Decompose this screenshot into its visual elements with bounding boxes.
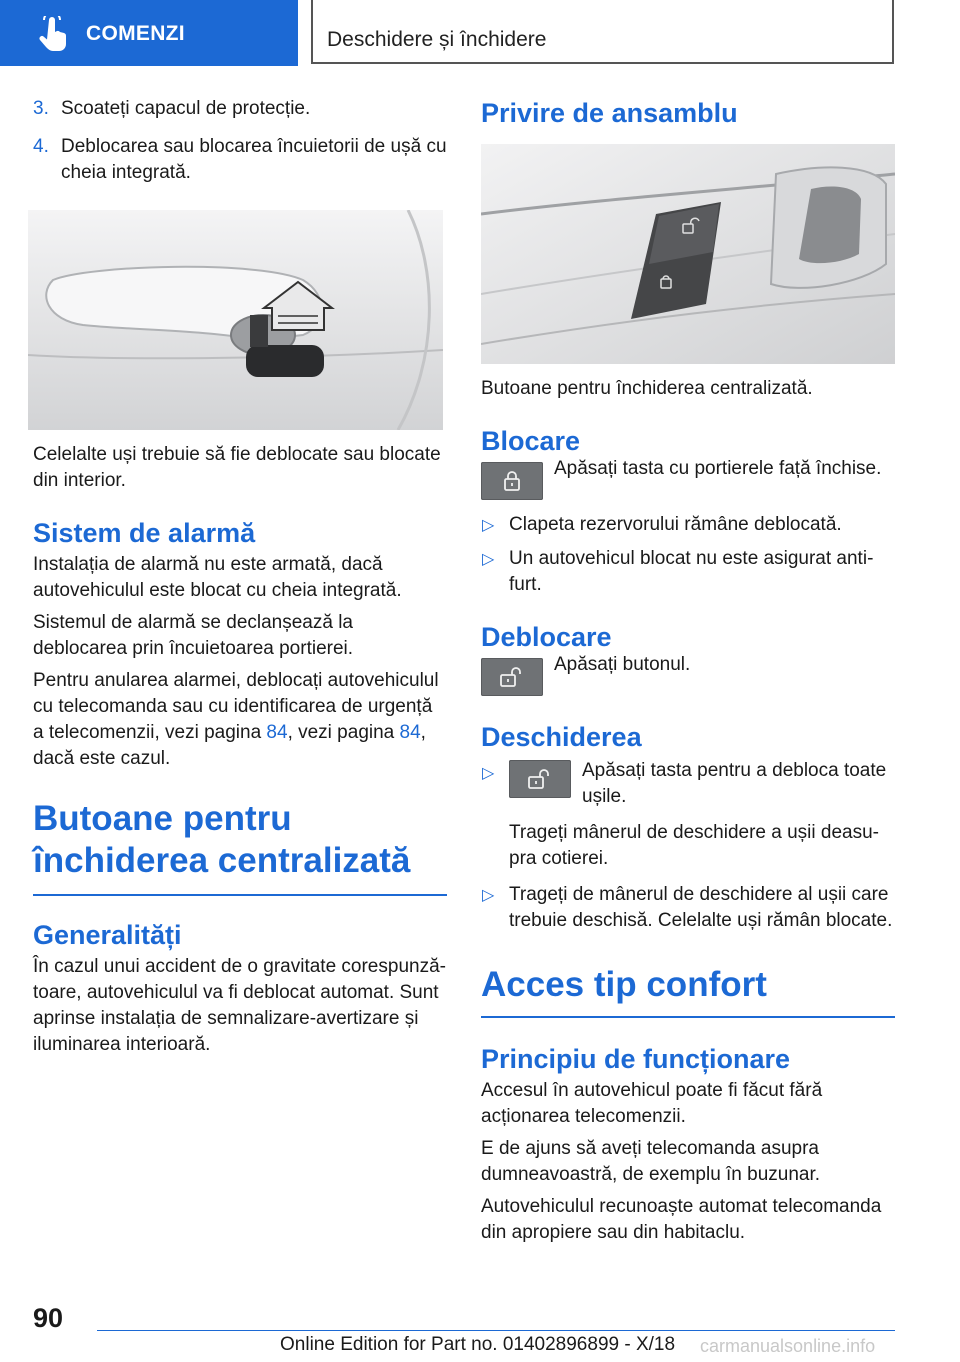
paragraph-principle-2: E de ajuns să aveți telecomanda asupra dumneavoastră, de exemplu în buzunar.	[481, 1138, 821, 1185]
section-title: Deschidere și închidere	[327, 28, 547, 51]
caption-central-locking: Butoane pentru închiderea centralizată.	[481, 378, 813, 399]
paragraph-principle-3: Autovehiculul recunoaște automat telecomanda din apropiere sau din habitaclu.	[481, 1196, 882, 1243]
paragraph-principle-1: Accesul în autovehicul poate fi făcut fără acționarea telecomenzii.	[481, 1080, 823, 1127]
chapter-tab[interactable]	[0, 0, 298, 66]
step-3: 3. Scoateți capacul de protecție.	[33, 98, 311, 119]
door-handle-key-image	[28, 210, 443, 430]
open-bullet-1-more: Trageți mânerul de deschidere a ușii deasupra cotierei.	[509, 822, 879, 869]
watermark: carmanualsonline.info	[700, 1336, 876, 1356]
triangle-bullet-icon: ▷	[482, 887, 495, 904]
open-bullet-1: ▷ Apăsați tasta pentru a debloca toate ușile. Trageți mânerul de deschidere a ușii deasupra cotierei.	[481, 760, 895, 872]
heading-principle: Principiu de funcționare	[481, 1044, 791, 1074]
footer-edition: Online Edition for Part no. 01402896899 - X/18	[280, 1334, 676, 1355]
paragraph-other-doors: Celelalte uși trebuie să fie deblocate sau blocate din interior.	[33, 444, 441, 491]
lock-bullet-2: ▷ Un autovehicul blocat nu este asigurat antifurt.	[482, 548, 874, 595]
padlock-open-icon	[481, 658, 543, 696]
lock-instruction: Apăsați tasta cu portierele față închise.	[481, 462, 895, 500]
heading-opening: Deschiderea	[481, 722, 642, 752]
heading-rule	[481, 1016, 895, 1018]
heading-comfort-access: Acces tip confort	[481, 965, 767, 1004]
touch-hand-icon	[38, 16, 70, 57]
lock-button-image	[481, 462, 543, 500]
paragraph-general: În cazul unui accident de o gravitate corespunzătoare, autovehiculul va fi deblocat automat. Sunt aprinse instalația de semnalizare-avertizare și iluminarea interioară.	[33, 956, 446, 1055]
paragraph-alarm-1: Instalația de alarmă nu este armată, dacă autovehiculul este blocat cu cheia integrată.	[33, 554, 402, 601]
heading-central-locking-buttons: Butoane pentru închiderea centralizată	[33, 799, 411, 880]
footer-rule	[97, 1330, 895, 1331]
step-4: 4. Deblocarea sau blocarea încuietorii de ușă cu cheia integrată.	[33, 136, 447, 183]
heading-rule	[33, 894, 447, 896]
page-link-84[interactable]: 84	[266, 722, 288, 743]
heading-general: Generalități	[33, 920, 182, 950]
padlock-open-icon	[509, 760, 571, 798]
triangle-bullet-icon: ▷	[482, 765, 495, 782]
door-panel-buttons-image	[481, 144, 895, 364]
heading-overview: Privire de ansamblu	[481, 98, 738, 128]
right-column	[481, 96, 895, 1246]
unlock-button-image-2	[509, 760, 571, 798]
left-column	[33, 96, 447, 1058]
page-link-84-second[interactable]: 84	[399, 722, 421, 743]
unlock-button-image	[481, 658, 543, 696]
unlock-instruction: Apăsați butonul.	[481, 658, 895, 696]
padlock-closed-icon	[481, 462, 543, 500]
chapter-label: COMENZI	[86, 22, 185, 45]
open-bullet-2: ▷ Trageți de mânerul de deschidere al ușii care trebuie deschisă. Celelalte uși rămân blocate.	[482, 884, 893, 931]
heading-lock: Blocare	[481, 426, 581, 456]
section-header	[311, 0, 894, 64]
paragraph-alarm-3: Pentru anularea alarmei, deblocați autovehiculul cu telecomanda sau cu identificarea de urgență a telecomenzii, vezi pagina 84, vezi pagina 84, dacă este cazul.	[33, 670, 439, 769]
page-number: 90	[33, 1303, 64, 1333]
heading-alarm-system: Sistem de alarmă	[33, 518, 256, 548]
triangle-bullet-icon: ▷	[482, 551, 495, 568]
paragraph-alarm-2: Sistemul de alarmă se declanșează la deblocarea prin încuietoarea portierei.	[33, 612, 354, 659]
triangle-bullet-icon: ▷	[482, 517, 495, 534]
heading-unlock: Deblocare	[481, 622, 612, 652]
lock-bullet-1: ▷ Clapeta rezervorului rămâne deblocată.	[481, 512, 895, 538]
